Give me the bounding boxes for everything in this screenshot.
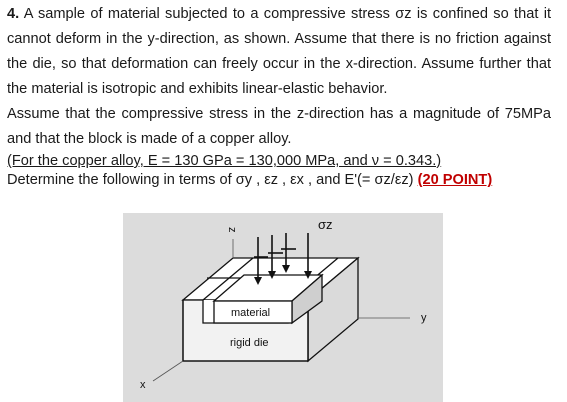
die-diagram [123, 213, 443, 402]
rigid-die-label: rigid die [230, 337, 269, 349]
z-axis-label: z [226, 227, 238, 233]
material-label: material [231, 307, 271, 319]
points-label: (20 POINT) [417, 172, 493, 188]
problem-text [7, 2, 551, 190]
paragraph-1-text: A sample of material subjected to a compressive stress σz is confined so that it cannot deform in the y-direction, as shown. Assume that there is no friction against the die, so that deformation can freely occur in the x-direction. Assume further that the material is isotropic and exhibits linear-elastic behavior. [7, 6, 552, 97]
copper-properties-line: (For the copper alloy, E = 130 GPa = 130,000 MPa, and ν = 0.343.) [7, 153, 442, 169]
x-axis-label: x [140, 379, 146, 391]
die-figure [123, 213, 443, 402]
determine-text: Determine the following in terms of σy , εz , εx , and E'(= σz/εz) [7, 172, 414, 188]
paragraph-1 [7, 2, 551, 102]
y-axis-label: y [421, 312, 427, 324]
paragraph-2: Assume that the compressive stress in the z-direction has a magnitude of 75MPa and that the block is made of a copper alloy. [7, 106, 551, 147]
sigma-z-label: σz [318, 217, 333, 232]
determine-line [7, 171, 551, 190]
problem-number: 4. [7, 6, 20, 22]
